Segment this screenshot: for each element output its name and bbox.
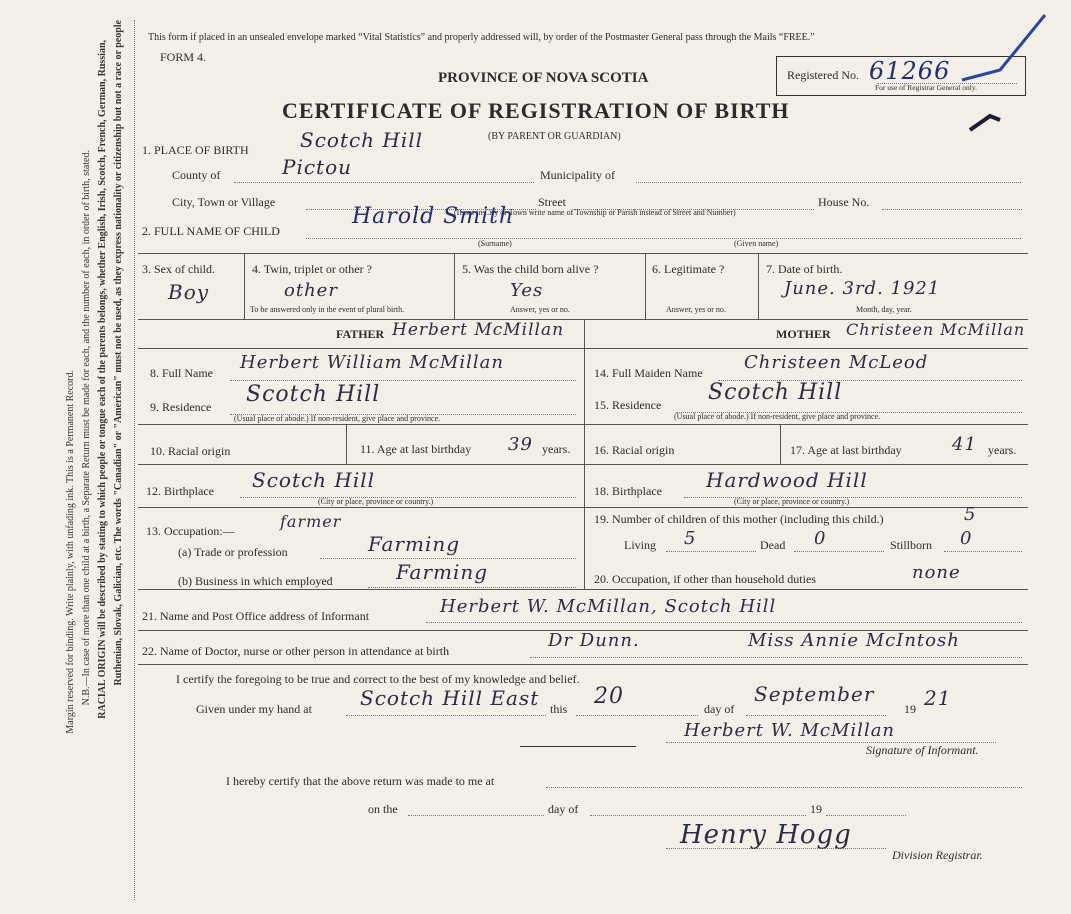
blue-pen-stroke: [960, 10, 1050, 140]
certify-statement: I certify the foregoing to be true and correct to the best of my knowledge and belief.: [176, 672, 580, 686]
label-father-age: 11. Age at last birthday: [360, 442, 472, 456]
label-father-business: (b) Business in which employed: [178, 574, 333, 588]
margin-line-3: RACIAL ORIGIN will be described by stating to which people or tongue each of the parents belongs, whether English, Irish, Scotch, French, German, Russian,: [97, 40, 108, 719]
registrar-signature: Henry Hogg: [680, 820, 852, 850]
value-father-age: 39: [508, 434, 533, 455]
father-birthplace-note: (City or place, province or country.): [318, 497, 434, 506]
certificate-subtitle: (BY PARENT OR GUARDIAN): [488, 131, 621, 142]
label-mother-years: years.: [988, 443, 1017, 457]
value-father-business: Farming: [396, 560, 489, 584]
value-stillborn: 0: [960, 528, 973, 549]
registered-note: For use of Registrar General only.: [875, 83, 977, 92]
value-father-trade: Farming: [368, 532, 461, 556]
value-mother-residence: Scotch Hill: [708, 380, 843, 405]
label-house: House No.: [818, 195, 870, 209]
label-full-name: 2. FULL NAME OF CHILD: [142, 224, 280, 238]
informant-signature: Herbert W. McMillan: [684, 720, 896, 741]
label-stillborn: Stillborn: [890, 538, 933, 552]
label-doctor: 22. Name of Doctor, nurse or other person in attendance at birth: [142, 644, 450, 658]
margin-line-2: N.B.—In case of more than one child at a birth, a Separate Return must be made for each, and the number of each, in order of birth, stated.: [81, 150, 92, 706]
value-father-name: Herbert William McMillan: [240, 352, 504, 373]
label-date: 7. Date of birth.: [766, 262, 843, 276]
value-county: Pictou: [282, 155, 353, 179]
label-alive: 5. Was the child born alive ?: [462, 262, 599, 276]
label-year-19-b: 19: [810, 802, 822, 816]
label-year-19: 19: [904, 702, 916, 716]
label-on-the: on the: [368, 802, 398, 816]
margin-line-4: Ruthenian, Slovak, Galician, etc. The words "Canadian" or "American" must not be used, as they express nationality or citizenship but not a race or people: [113, 20, 124, 686]
label-mother: MOTHER: [776, 327, 831, 341]
value-child-name: Harold Smith: [352, 204, 515, 229]
value-mother-name: Christeen McLeod: [744, 352, 929, 373]
label-father: FATHER: [336, 327, 385, 341]
value-dead: 0: [814, 528, 827, 549]
margin-line-1: Margin reserved for binding. Write plainly, with unfading ink. This is a Permanent Record.: [65, 370, 76, 734]
mother-residence-note: (Usual place of abode.) If non-resident, give place and province.: [674, 412, 881, 421]
margin-rule: [134, 20, 135, 900]
label-father-years: years.: [542, 442, 571, 456]
value-sex: Boy: [168, 280, 210, 304]
value-informant: Herbert W. McMillan, Scotch Hill: [440, 596, 777, 617]
mother-heading: Christeen McMillan: [846, 320, 1026, 339]
value-father-residence: Scotch Hill: [246, 382, 381, 407]
value-date: June. 3rd. 1921: [784, 278, 941, 299]
label-mother-birthplace: 18. Birthplace: [594, 484, 662, 498]
label-mother-residence: 15. Residence: [594, 398, 662, 412]
label-given-name: (Given name): [734, 239, 779, 248]
father-heading: Herbert McMillan: [392, 320, 565, 340]
value-father-occupation: farmer: [280, 512, 342, 531]
certificate-title: CERTIFICATE OF REGISTRATION OF BIRTH: [282, 98, 790, 123]
label-this: this: [550, 702, 568, 716]
value-doctor: Dr Dunn.: [548, 630, 640, 651]
label-father-residence: 9. Residence: [150, 400, 212, 414]
label-day-of: day of: [704, 702, 735, 716]
label-children: 19. Number of children of this mother (including this child.): [594, 512, 884, 526]
father-residence-note: (Usual place of abode.) If non-resident, give place and province.: [234, 414, 441, 423]
label-mother-age: 17. Age at last birthday: [790, 443, 902, 457]
value-day: 20: [594, 684, 624, 709]
label-hereby-certify: I hereby certify that the above return was made to me at: [226, 774, 495, 788]
label-place-of-birth: 1. PLACE OF BIRTH: [142, 143, 249, 157]
value-children: 5: [964, 504, 977, 525]
value-year: 21: [924, 686, 952, 710]
label-father-trade: (a) Trade or profession: [178, 545, 288, 559]
value-twin: other: [284, 280, 338, 301]
label-legitimate: 6. Legitimate ?: [652, 262, 725, 276]
value-mother-birthplace: Hardwood Hill: [706, 468, 868, 492]
value-given-at: Scotch Hill East: [360, 686, 540, 710]
label-division-registrar: Division Registrar.: [892, 848, 983, 862]
label-dead: Dead: [760, 538, 786, 552]
value-month: September: [754, 682, 875, 706]
value-alive: Yes: [510, 280, 544, 301]
label-day-of-2: day of: [548, 802, 579, 816]
twin-note: To be answered only in the event of plural birth.: [250, 305, 405, 314]
legitimate-note: Answer, yes or no.: [666, 305, 726, 314]
label-father-name: 8. Full Name: [150, 366, 213, 380]
value-place-of-birth: Scotch Hill: [300, 128, 424, 152]
label-signature-informant: Signature of Informant.: [866, 743, 979, 757]
value-mother-occupation: none: [912, 562, 961, 583]
label-mother-name: 14. Full Maiden Name: [594, 366, 703, 380]
label-father-occupation: 13. Occupation:—: [146, 524, 235, 538]
label-informant: 21. Name and Post Office address of Informant: [142, 609, 370, 623]
label-living: Living: [624, 538, 656, 552]
value-nurse: Miss Annie McIntosh: [748, 630, 960, 651]
label-mother-race: 16. Racial origin: [594, 443, 675, 457]
label-father-race: 10. Racial origin: [150, 444, 231, 458]
street-note: (If not in City or Town write name of Township or Parish instead of Street and Number): [454, 208, 736, 217]
label-street: Street: [538, 195, 566, 209]
mother-birthplace-note: (City or place, province or country.): [734, 497, 850, 506]
label-county: County of: [172, 168, 221, 182]
label-surname: (Surname): [478, 239, 512, 248]
form-number: FORM 4.: [160, 50, 207, 64]
mail-notice: This form if placed in an unsealed envelope marked “Vital Statistics” and properly addressed will, by order of the Postmaster General pass through the Mails “FREE.”: [148, 32, 815, 43]
label-municipality: Municipality of: [540, 168, 615, 182]
date-note: Month, day, year.: [856, 305, 912, 314]
province-heading: PROVINCE OF NOVA SCOTIA: [438, 70, 649, 86]
value-father-birthplace: Scotch Hill: [252, 468, 376, 492]
registered-number: 61266: [869, 57, 951, 85]
alive-note: Answer, yes or no.: [510, 305, 570, 314]
registered-label: Registered No.: [787, 68, 859, 82]
value-mother-age: 41: [952, 434, 977, 455]
label-sex: 3. Sex of child.: [142, 262, 215, 276]
label-given-under-hand: Given under my hand at: [196, 702, 312, 716]
label-city: City, Town or Village: [172, 195, 276, 209]
value-living: 5: [684, 528, 697, 549]
label-mother-occupation: 20. Occupation, if other than household duties: [594, 572, 816, 586]
margin-instructions: [0, 0, 140, 914]
label-twin: 4. Twin, triplet or other ?: [252, 262, 372, 276]
label-father-birthplace: 12. Birthplace: [146, 484, 214, 498]
